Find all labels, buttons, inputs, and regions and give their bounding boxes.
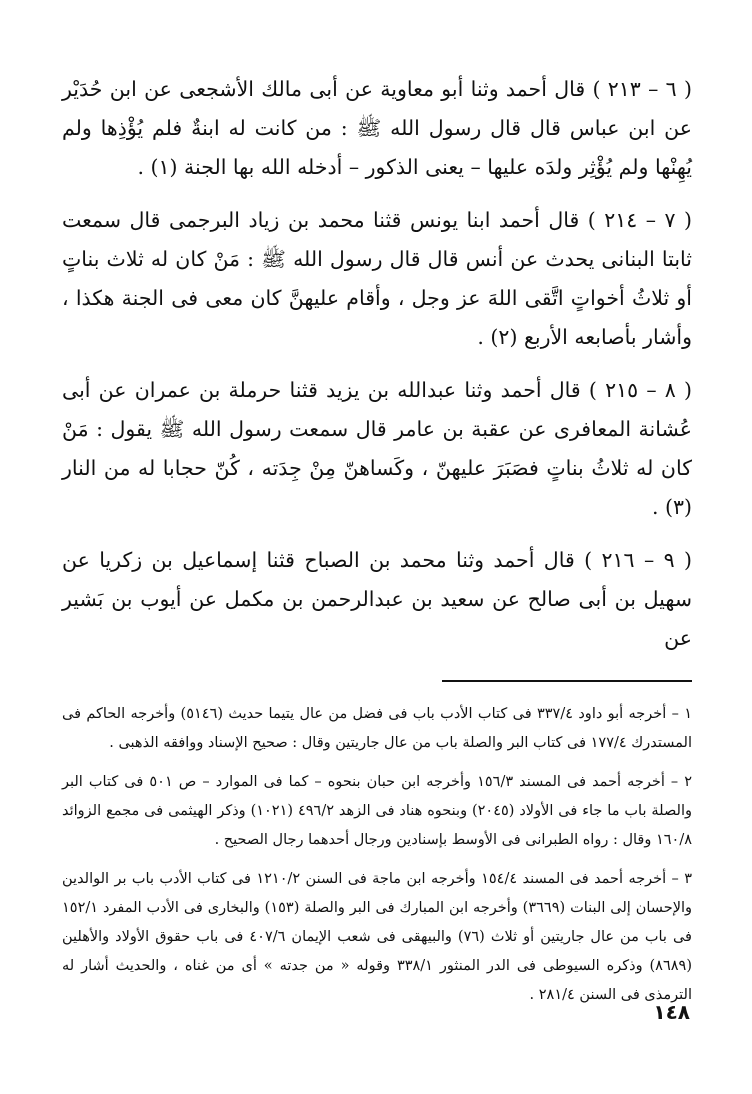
main-text [62,70,692,658]
hadith-paragraph-213: ( ٦ – ٢١٣ ) قال أحمد وثنا أبو معاوية عن أبى مالك الأشجعى عن ابن حُدَيْر عن ابن عباس قال قال رسول الله ﷺ : من كانت له ابنةٌ فلم يُؤْذِها ولم يُهِنْها ولم يُؤْثِر ولدَه عليها – يعنى الذكور – أدخله الله بها الجنة (١) . [62,77,692,179]
footnotes [62,700,692,1010]
footnote-1: ١ – أخرجه أبو داود ٣٣٧/٤ فى كتاب الأدب باب فى فضل من عال يتيما حديث (٥١٤٦) وأخرجه الحاكم فى المستدرك ١٧٧/٤ فى كتاب البر والصلة باب من عال جاريتين وقال : صحيح الإسناد ووافقه الذهبى . [62,706,692,751]
footnote-separator-wrap [62,680,692,682]
page-body [62,70,692,1020]
footnote-3: ٣ – أخرجه أحمد فى المسند ١٥٤/٤ وأخرجه ابن ماجة فى السنن ١٢١٠/٢ فى كتاب الأدب باب بر الوالدين والإحسان إلى البنات (٣٦٦٩) وأخرجه ابن المبارك فى البر والصلة (١٥٣) والبخارى فى الأدب المفرد ١٥٢/١ فى باب من عال جاريتين أو ثلاث (٧٦) والبيهقى فى شعب الإيمان ٤٠٧/٦ فى باب حقوق الأولاد والأهلين (٨٦٨٩) وذكره السيوطى فى الدر المنثور ٣٣٨/١ وقوله « من جدته » أى من غناه ، والحديث أشار له الترمذى فى السنن ٢٨١/٤ . [62,871,692,1003]
hadith-paragraph-214: ( ٧ – ٢١٤ ) قال أحمد ابنا يونس قثنا محمد بن زياد البرجمى قال سمعت ثابتا البنانى يحدث عن أنس قال قال رسول الله ﷺ : مَنْ كان له ثلاث بناتٍ أو ثلاثُ أخواتٍ اتَّقى اللهَ عز وجل ، وأقام عليهنَّ كان معى فى الجنة هكذا ، وأشار بأصابعه الأربع (٢) . [62,208,692,349]
page-number: ١٤٨ [653,1000,690,1024]
hadith-paragraph-216: ( ٩ – ٢١٦ ) قال أحمد وثنا محمد بن الصباح قثنا إسماعيل بن زكريا عن سهيل بن أبى صالح عن سعيد بن عبدالرحمن بن مكمل عن أيوب بن بَشير عن [62,548,692,650]
hadith-paragraph-215: ( ٨ – ٢١٥ ) قال أحمد وثنا عبدالله بن يزيد قثنا حرملة بن عمران عن أبى عُشانة المعافرى عن عقبة بن عامر قال سمعت رسول الله ﷺ يقول : مَنْ كان له ثلاثُ بناتٍ فصَبَرَ عليهنّ ، وكَساهنّ مِنْ جِدَته ، كُنّ حجابا له من النار (٣) . [62,378,692,519]
footnote-2: ٢ – أخرجه أحمد فى المسند ١٥٦/٣ وأخرجه ابن حبان بنحوه – كما فى الموارد – ص ٥٠١ فى كتاب البر والصلة باب ما جاء فى الأولاد (٢٠٤٥) وبنحوه هناد فى الزهد ٤٩٦/٢ (١٠٢١) وذكر الهيثمى فى مجمع الزوائد ١٦٠/٨ وقال : رواه الطبرانى فى الأوسط بإسنادين ورجال أحدهما رجال الصحيح . [62,774,693,848]
footnote-separator [442,680,692,682]
